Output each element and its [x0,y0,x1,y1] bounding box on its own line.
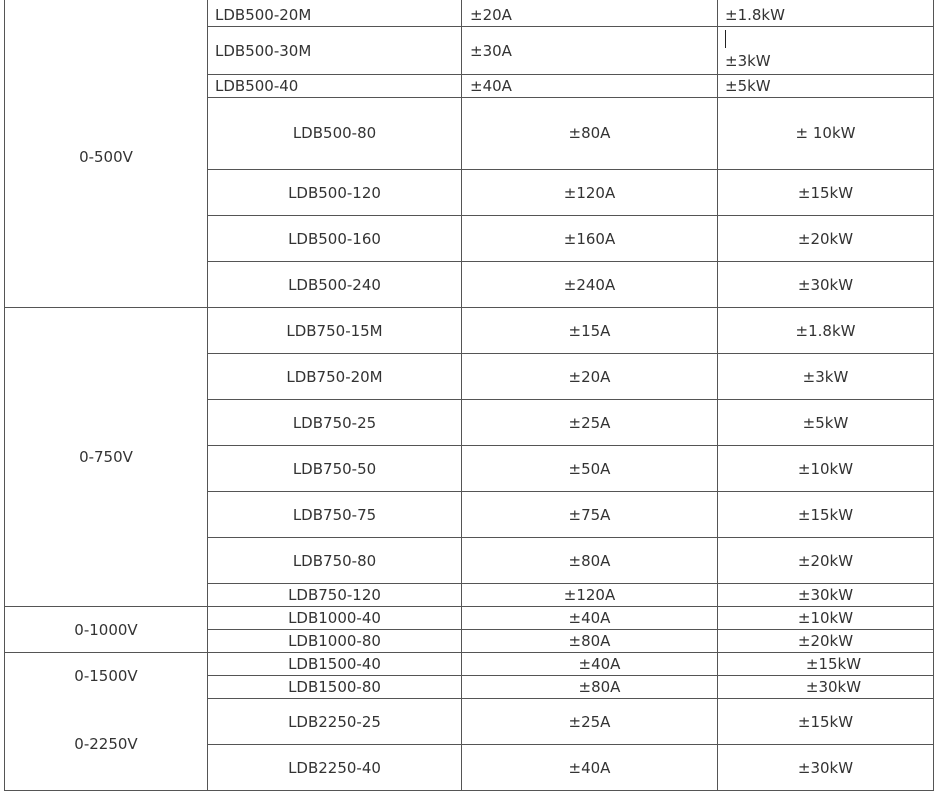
group-divider [4,606,934,607]
current-cell: ±160A [563,230,616,248]
power-cell: ±1.8kW [795,322,856,340]
current-cell: ±80A [568,632,611,650]
model-cell: LDB750-15M [286,322,383,340]
current-cell: ±20A [568,368,611,386]
row-divider [207,399,934,400]
model-cell: LDB500-160 [288,230,381,248]
model-cell: LDB1000-40 [288,609,381,627]
row-divider [207,261,934,262]
power-cell: ±20kW [797,230,854,248]
row-divider [207,491,934,492]
model-cell: LDB500-40 [215,77,299,95]
row-divider [207,215,934,216]
model-cell: LDB1500-80 [288,678,381,696]
model-cell: LDB500-80 [292,124,377,142]
row-divider [207,537,934,538]
current-cell: ±80A [568,124,611,142]
model-cell: LDB750-50 [292,460,377,478]
power-cell: ±5kW [802,414,849,432]
model-cell: LDB500-30M [215,42,312,60]
power-cell: ±3kW [802,368,849,386]
group-divider [4,307,934,308]
current-cell: ±80A [568,552,611,570]
row-divider [207,629,934,630]
voltage-range-cell: 0-1500V [74,667,138,685]
current-cell: ±40A [470,77,512,95]
current-cell: ±15A [568,322,611,340]
current-cell: ±25A [568,713,611,731]
power-cell: ±30kW [805,678,862,696]
current-cell: ±120A [563,586,616,604]
current-cell: ±20A [470,6,512,24]
current-cell: ±40A [568,759,611,777]
model-cell: LDB2250-25 [288,713,381,731]
current-cell: ±240A [563,276,616,294]
model-cell: LDB500-120 [288,184,381,202]
power-cell: ±15kW [797,713,854,731]
row-divider [207,583,934,584]
current-cell: ±80A [578,678,621,696]
current-cell: ±75A [568,506,611,524]
text-caret [725,30,726,48]
power-cell: ±15kW [797,506,854,524]
model-cell: LDB500-240 [288,276,381,294]
power-cell: ±5kW [725,77,771,95]
current-cell: ±120A [563,184,616,202]
current-cell: ±30A [470,42,512,60]
power-cell: ± 10kW [795,124,856,142]
model-cell: LDB750-120 [288,586,381,604]
power-cell: ±30kW [797,276,854,294]
model-cell: LDB2250-40 [288,759,381,777]
model-cell: LDB1000-80 [288,632,381,650]
row-divider [207,74,934,75]
current-cell: ±25A [568,414,611,432]
row-divider [207,353,934,354]
row-divider [207,744,934,745]
model-cell: LDB750-20M [286,368,383,386]
row-divider [207,698,934,699]
power-cell: ±30kW [797,759,854,777]
voltage-range-cell: 0-1000V [74,621,138,639]
voltage-range-cell: 0-2250V [74,735,138,753]
power-cell: ±20kW [797,552,854,570]
power-cell: ±1.8kW [725,6,785,24]
table-border-bottom [4,790,934,791]
model-cell: LDB750-80 [292,552,377,570]
row-divider [207,445,934,446]
voltage-range-cell: 0-750V [79,448,133,466]
power-cell: ±15kW [797,184,854,202]
power-cell: ±3kW [725,52,771,70]
current-cell: ±40A [578,655,621,673]
model-cell: LDB750-25 [292,414,377,432]
current-cell: ±50A [568,460,611,478]
model-cell: LDB750-75 [292,506,377,524]
row-divider [207,26,934,27]
model-cell: LDB500-20M [215,6,312,24]
power-cell: ±30kW [797,586,854,604]
row-divider [207,97,934,98]
group-divider [4,652,934,653]
table-divider [461,0,462,791]
voltage-range-cell: 0-500V [79,148,133,166]
power-cell: ±20kW [797,632,854,650]
power-cell: ±10kW [797,609,854,627]
power-cell: ±15kW [805,655,862,673]
row-divider [207,169,934,170]
power-cell: ±10kW [797,460,854,478]
current-cell: ±40A [568,609,611,627]
row-divider [207,675,934,676]
model-cell: LDB1500-40 [288,655,381,673]
